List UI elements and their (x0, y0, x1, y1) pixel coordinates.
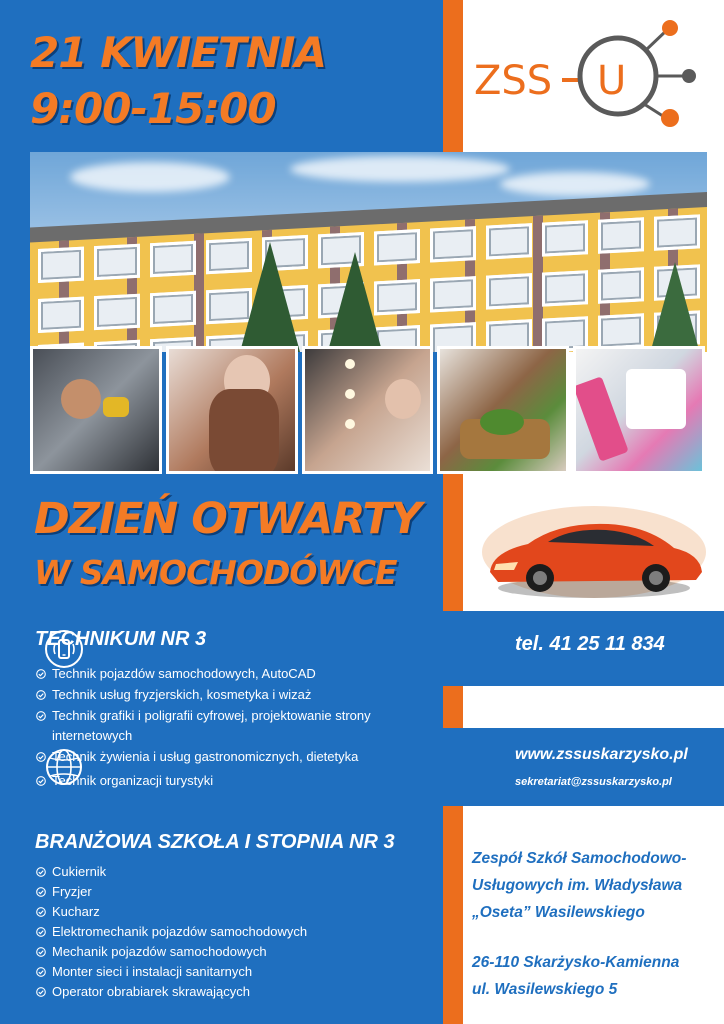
school-name-line: „Oseta” Wasilewskiego (472, 904, 645, 921)
logo-node (662, 20, 678, 36)
list-item: Technik żywienia i usług gastronomicznych, dietetyka (36, 747, 376, 767)
check-icon (36, 669, 46, 679)
makeup-photo (302, 346, 434, 474)
headline-line2: W SAMOCHODÓWCE (34, 553, 397, 592)
web-contact-box (415, 728, 724, 806)
list-item: Mechanik pojazdów samochodowych (36, 942, 376, 962)
mechanic-photo (30, 346, 162, 474)
globe-icon (44, 747, 84, 787)
check-icon (36, 690, 46, 700)
sports-car-image (478, 492, 710, 604)
headline-line1: DZIEŃ OTWARTY (34, 494, 421, 544)
list-item: Technik grafiki i poligrafii cyfrowej, projektowanie strony internetowych (36, 706, 376, 746)
list-item: Kucharz (36, 902, 376, 922)
branzowa-title: BRANŻOWA SZKOŁA I STOPNIA NR 3 (35, 831, 395, 853)
website-link[interactable]: www.zssuskarzysko.pl (515, 746, 688, 763)
list-item: Technik usług fryzjerskich, kosmetyka i wizaż (36, 685, 376, 705)
email-link[interactable]: sekretariat@zssuskarzysko.pl (515, 776, 672, 788)
graphic-design-photo (573, 346, 705, 474)
check-icon (36, 867, 46, 877)
address-street: ul. Wasilewskiego 5 (472, 981, 618, 998)
list-item: Cukiernik (36, 862, 376, 882)
list-item: Operator obrabiarek skrawających (36, 982, 376, 1002)
school-name-line: Usługowych im. Władysława (472, 877, 683, 894)
list-item: Monter sieci i instalacji sanitarnych (36, 962, 376, 982)
check-icon (36, 987, 46, 997)
check-icon (36, 967, 46, 977)
event-time: 9:00-15:00 (30, 84, 276, 133)
school-logo (470, 18, 715, 130)
logo-text-zss: ZSS (474, 58, 553, 104)
address-city: 26-110 Skarżysko-Kamienna (472, 954, 680, 971)
list-item: Elektromechanik pojazdów samochodowych (36, 922, 376, 942)
logo-node (682, 69, 696, 83)
logo-text-u: U (597, 58, 627, 104)
list-item: Fryzjer (36, 882, 376, 902)
technikum-list (36, 664, 376, 792)
program-photos (30, 346, 705, 476)
check-icon (36, 907, 46, 917)
school-address (472, 949, 717, 1003)
school-name-line: Zespół Szkół Samochodowo- (472, 850, 687, 867)
chef-photo (437, 346, 569, 474)
school-name (472, 845, 717, 926)
check-icon (36, 711, 46, 721)
list-item: Technik organizacji turystyki (36, 771, 376, 791)
logo-node (661, 109, 679, 127)
phone-vibrate-icon (44, 629, 84, 669)
hairdresser-photo (166, 346, 298, 474)
check-icon (36, 927, 46, 937)
check-icon (36, 887, 46, 897)
school-building-photo (30, 152, 707, 352)
branzowa-list (36, 862, 376, 1002)
check-icon (36, 947, 46, 957)
phone-number[interactable]: tel. 41 25 11 834 (515, 633, 665, 655)
list-item: Technik pojazdów samochodowych, AutoCAD (36, 664, 376, 684)
technikum-title: TECHNIKUM NR 3 (35, 628, 207, 650)
event-date: 21 KWIETNIA (30, 28, 327, 77)
